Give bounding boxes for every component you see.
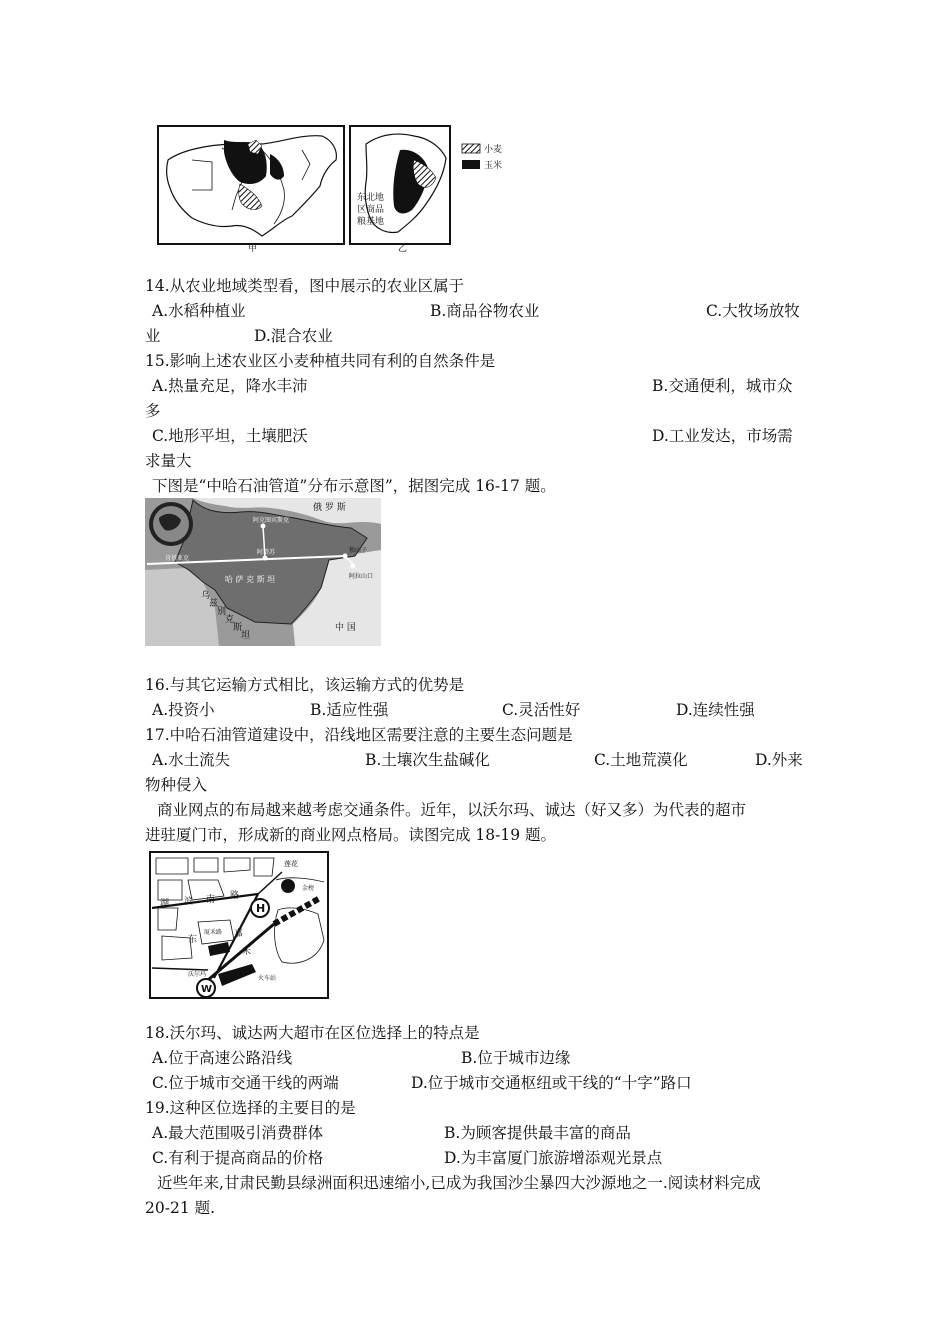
label-uzbekistan-6: 坦 [241,631,251,641]
label-russia: 俄 罗 斯 [313,503,346,513]
map-caption-right: 乙 [398,244,408,252]
q19-option-c: C.有利于提高商品的价格 [152,1149,324,1167]
map-us [158,126,344,244]
q15-option-b: B.交通便利，城市众 [652,377,793,395]
label-china: 中 国 [335,623,356,633]
label-uzbekistan-5: 斯 [233,623,243,633]
label-kazakhstan: 哈 萨 克 斯 坦 [225,575,276,584]
place-label-1: 莲花 [284,860,298,868]
q14-stem: 14.从农业地域类型看，图中展示的农业区属于 [145,277,465,295]
q16-option-b: B.适应性强 [310,701,389,719]
label-uzbekistan-4: 克 [225,615,235,625]
q15-option-d: D.工业发达，市场需 [652,427,793,445]
place-label-3: 火车站 [258,975,277,982]
place-label-2: 厦禾路 [204,929,223,936]
place-label-4: 沃尔玛 [188,971,207,978]
q14-option-b: B.商品谷物农业 [430,302,540,320]
intro-20-21-line1: 近些年来,甘肃民勤县绿洲面积迅速缩小,已成为我国沙尘暴四大沙源地之一.阅读材料完成 [157,1174,761,1192]
supermarket-map-figure [148,850,330,1000]
q18-stem: 18.沃尔玛、诚达两大超市在区位选择上的特点是 [145,1024,480,1042]
road-label-3: 南 [206,895,216,905]
pipeline-map-figure [145,498,381,646]
q19-option-a: A.最大范围吸引消费群体 [152,1124,324,1142]
agriculture-map-figure [152,120,512,252]
label-uzbekistan-3: 别 [217,607,227,617]
place-label-5: 金榜 [302,885,315,892]
q16-stem: 16.与其它运输方式相比，该运输方式的优势是 [145,676,465,694]
intro-20-21-line2: 20-21 题. [145,1199,216,1217]
intro-18-19-line2: 进驻厦门市，形成新的商业网点格局。读图完成 18-19 题。 [145,826,557,844]
label-uzbekistan-1: 乌 [201,591,211,601]
q14-option-d: D.混合农业 [254,327,333,345]
q16-option-c: C.灵活性好 [502,701,581,719]
q15-option-c: C.地形平坦，土壤肥沃 [152,427,308,445]
map-china-northeast [350,126,450,244]
q16-option-d: D.连续性强 [676,701,755,719]
q18-option-d: D.位于城市交通枢纽或干线的“十字”路口 [411,1074,692,1092]
northeast-label-line2: 区商品 [357,205,385,215]
legend-corn-label: 玉米 [484,161,503,171]
intro-18-19-line1: 商业网点的布局越来越考虑交通条件。近年，以沃尔玛、诚达（好又多）为代表的超市 [157,801,747,819]
intro-16-17: 下图是“中哈石油管道”分布示意图”，据图完成 16-17 题。 [152,477,556,495]
road-label-4: 路 [230,891,240,901]
q14-option-a: A.水稻种植业 [152,302,246,320]
label-city-3: 阿塔苏 [257,549,276,556]
northeast-label-line1: 东北地 [357,193,385,203]
q18-option-c: C.位于城市交通干线的两端 [152,1074,339,1092]
q17-stem: 17.中哈石油管道建设中，沿线地区需要注意的主要生态问题是 [145,726,573,744]
legend-corn-swatch [462,160,480,169]
q18-option-b: B.位于城市边缘 [461,1049,571,1067]
q19-stem: 19.这种区位选择的主要目的是 [145,1099,356,1117]
label-city-1: 阿克图宾斯克 [253,517,290,524]
road-label-6: 嘉 [234,929,244,939]
label-city-2: 肯基亚克 [165,555,190,562]
q15-stem: 15.影响上述农业区小麦种植共同有利的自然条件是 [145,352,496,370]
road-label-1: 湖 [160,899,170,909]
legend-wheat-swatch [462,144,480,153]
q19-option-d: D.为丰富厦门旅游增添观光景点 [444,1149,663,1167]
road-label-5: 东 [188,935,198,945]
q17-option-d: D.外来 [755,751,803,769]
q19-option-b: B.为顾客提供最丰富的商品 [444,1124,631,1142]
label-city-5: 独山子 [349,547,368,554]
q17-option-a: A.水土流失 [152,751,231,769]
q14-option-c: C.大牧场放牧 [706,302,800,320]
label-city-4: 阿拉山口 [349,573,374,580]
q14-option-c-wrap: 业 [145,327,161,345]
q15-option-d-wrap: 求量大 [145,452,192,470]
road-label-2: 滨 [184,897,194,907]
legend-wheat-label: 小麦 [484,145,503,155]
q15-option-b-wrap: 多 [145,402,161,420]
label-uzbekistan-2: 兹 [209,599,219,609]
q17-option-d-wrap: 物种侵入 [145,776,208,794]
q17-option-c: C.土地荒漠化 [594,751,688,769]
h-marker-label: H [256,902,266,915]
q17-option-b: B.土壤次生盐碱化 [365,751,490,769]
northeast-label-line3: 粮基地 [357,217,385,227]
map-legend [462,143,502,171]
w-marker-label: W [201,984,213,995]
road-label-7: 禾 [242,947,252,957]
map-caption-left: 甲 [248,244,258,252]
q15-option-a: A.热量充足，降水丰沛 [152,377,308,395]
q16-option-a: A.投资小 [152,701,215,719]
q18-option-a: A.位于高速公路沿线 [152,1049,293,1067]
